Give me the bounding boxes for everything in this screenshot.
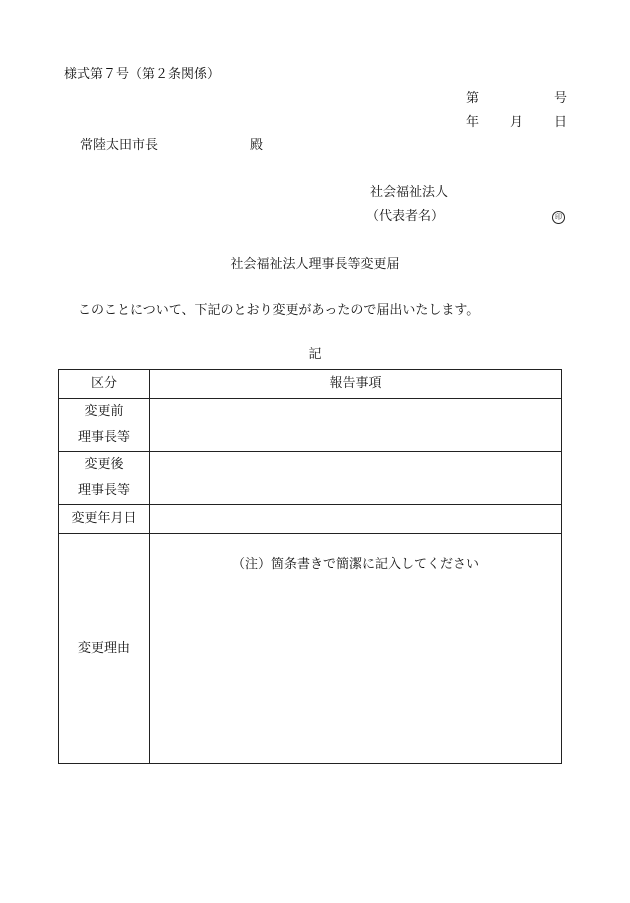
table-row [59,505,562,534]
body-text: このことについて、下記のとおり変更があったので届出いたします。 [78,303,480,318]
table-row [59,534,562,764]
table-header-row [59,370,562,399]
content-cell-reason[interactable] [150,534,562,764]
content-cell-before[interactable] [150,399,562,452]
report-table [58,369,562,764]
document-title: 社会福祉法人理事長等変更届 [230,257,400,272]
content-cell-after[interactable] [150,452,562,505]
seal-icon: 印 [552,211,565,224]
row-label-before [59,399,150,452]
reason-note: （注）箇条書きで簡潔に記入してください [231,557,479,572]
date-day: 日 [554,115,568,130]
applicant-org: 社会福祉法人 [370,185,449,200]
row-label-line: 変更前 [84,404,124,419]
form-number: 様式第７号（第２条関係） [64,67,221,82]
header-category: 区分 [59,370,150,399]
applicant-rep-label: （代表者名） [366,209,445,224]
number-dai: 第 [466,91,480,106]
row-label-after [59,452,150,505]
row-label-reason: 変更理由 [59,534,150,764]
seal-mark [552,209,565,224]
addressee-honorific: 殿 [250,138,264,153]
table-row [59,452,562,505]
addressee-title: 常陸太田市長 [80,138,159,153]
row-label-line: 理事長等 [77,430,130,445]
date-year: 年 [466,115,480,130]
row-label-change-date: 変更年月日 [59,505,150,534]
table-row [59,399,562,452]
row-label-line: 理事長等 [77,483,130,498]
number-go: 号 [554,91,568,106]
date-month: 月 [510,115,524,130]
header-content: 報告事項 [150,370,562,399]
ki-heading: 記 [308,347,322,362]
content-cell-change-date[interactable] [150,505,562,534]
row-label-line: 変更後 [84,457,124,472]
